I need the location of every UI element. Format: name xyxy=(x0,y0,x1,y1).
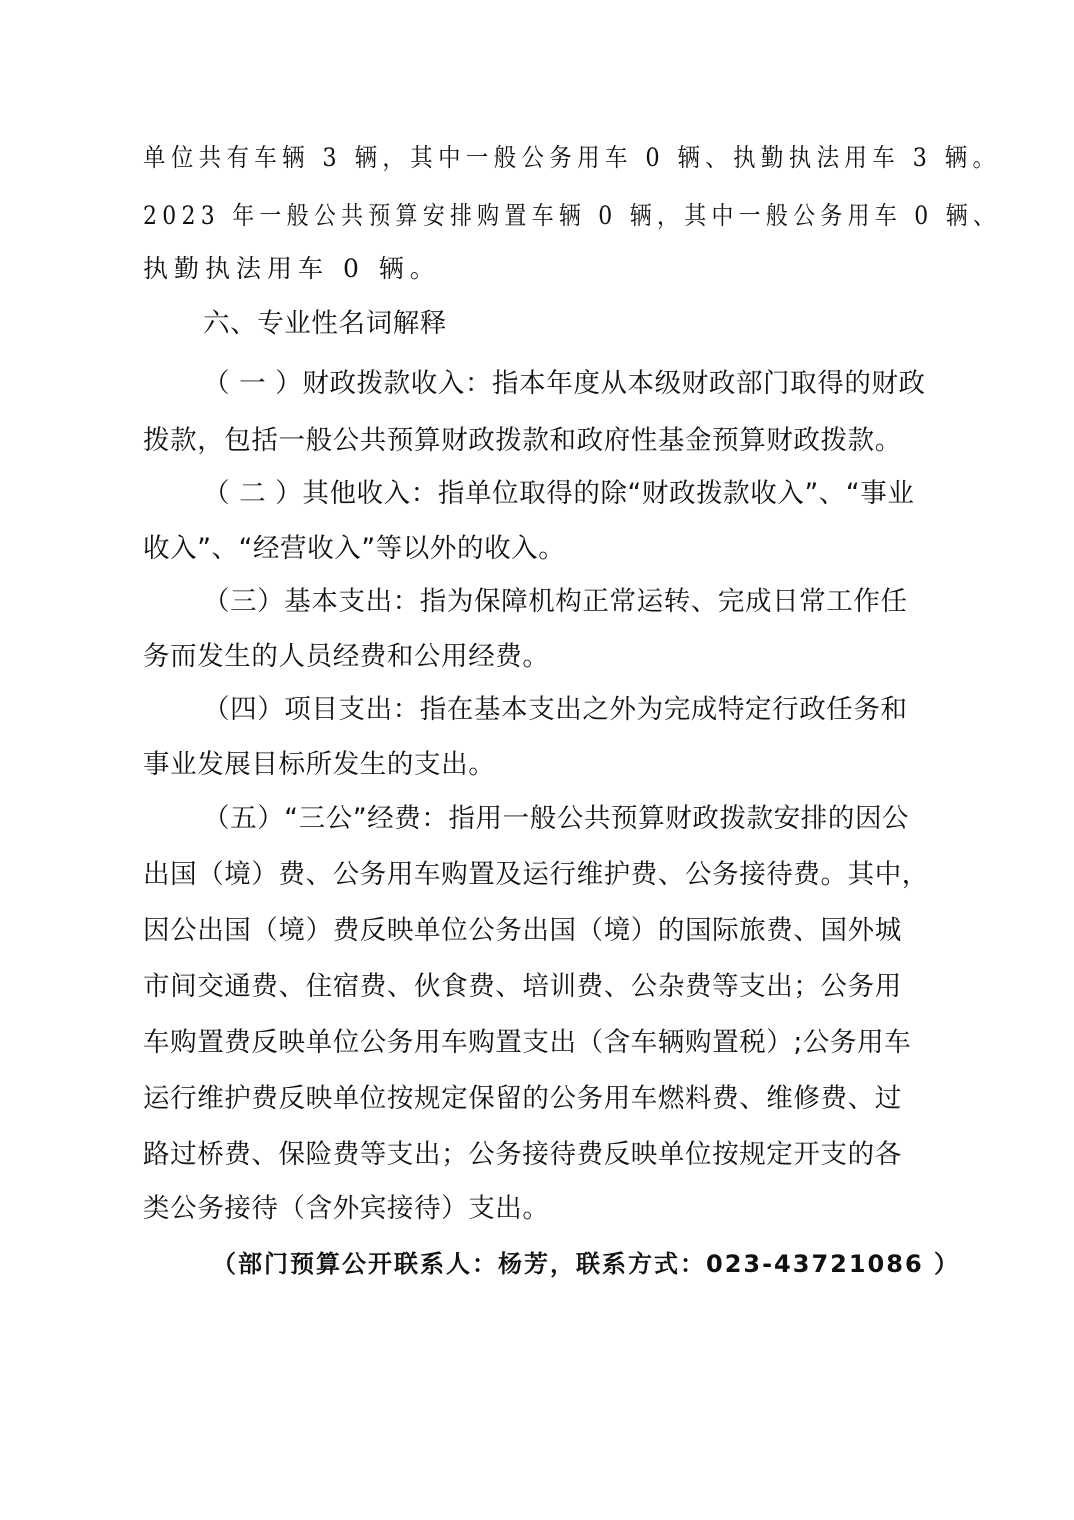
definition-5-line-1: （五）“三公”经费：指用一般公共预算财政拨款安排的因公 xyxy=(203,803,910,834)
definition-2-line-1: （ 二 ）其他收入：指单位取得的除“财政拨款收入”、“事业 xyxy=(203,478,915,509)
definition-4-line-1: （四）项目支出：指在基本支出之外为完成特定行政任务和 xyxy=(203,694,908,725)
definition-5-line-7: 路过桥费、保险费等支出；公务接待费反映单位按规定开支的各 xyxy=(143,1139,902,1170)
definition-5-line-4: 市间交通费、住宿费、伙食费、培训费、公杂费等支出；公务用 xyxy=(143,971,902,1002)
section-heading: 六、专业性名词解释 xyxy=(203,308,447,339)
definition-5-line-8: 类公务接待（含外宾接待）支出。 xyxy=(143,1193,550,1224)
definition-5-line-3: 因公出国（境）费反映单位公务出国（境）的国际旅费、国外城 xyxy=(143,915,902,946)
definition-2-line-2: 收入”、“经营收入”等以外的收入。 xyxy=(143,533,566,564)
definition-1-line-2: 拨款，包括一般公共预算财政拨款和政府性基金预算财政拨款。 xyxy=(143,425,902,456)
definition-5-line-6: 运行维护费反映单位按规定保留的公务用车燃料费、维修费、过 xyxy=(143,1083,902,1114)
definition-4-line-2: 事业发展目标所发生的支出。 xyxy=(143,749,496,780)
contact-note: （部门预算公开联系人：杨芳，联系方式：023-43721086 ） xyxy=(212,1250,961,1278)
definition-3-line-2: 务而发生的人员经费和公用经费。 xyxy=(143,641,550,672)
vehicle-paragraph-line-3: 执勤执法用车 0 辆。 xyxy=(143,254,441,283)
definition-5-line-5: 车购置费反映单位公务用车购置支出（含车辆购置税）;公务用车 xyxy=(143,1027,912,1058)
definition-1-line-1: （ 一 ）财政拨款收入：指本年度从本级财政部门取得的财政 xyxy=(203,368,926,399)
vehicle-paragraph-line-2: 2023 年一般公共预算安排购置车辆 0 辆，其中一般公务用车 0 辆、 xyxy=(143,201,1001,230)
vehicle-paragraph-line-1: 单位共有车辆 3 辆，其中一般公务用车 0 辆、执勤执法用车 3 辆。 xyxy=(143,143,1001,172)
definition-3-line-1: （三）基本支出：指为保障机构正常运转、完成日常工作任 xyxy=(203,586,908,617)
definition-5-line-2: 出国（境）费、公务用车购置及运行维护费、公务接待费。其中， xyxy=(143,859,929,890)
